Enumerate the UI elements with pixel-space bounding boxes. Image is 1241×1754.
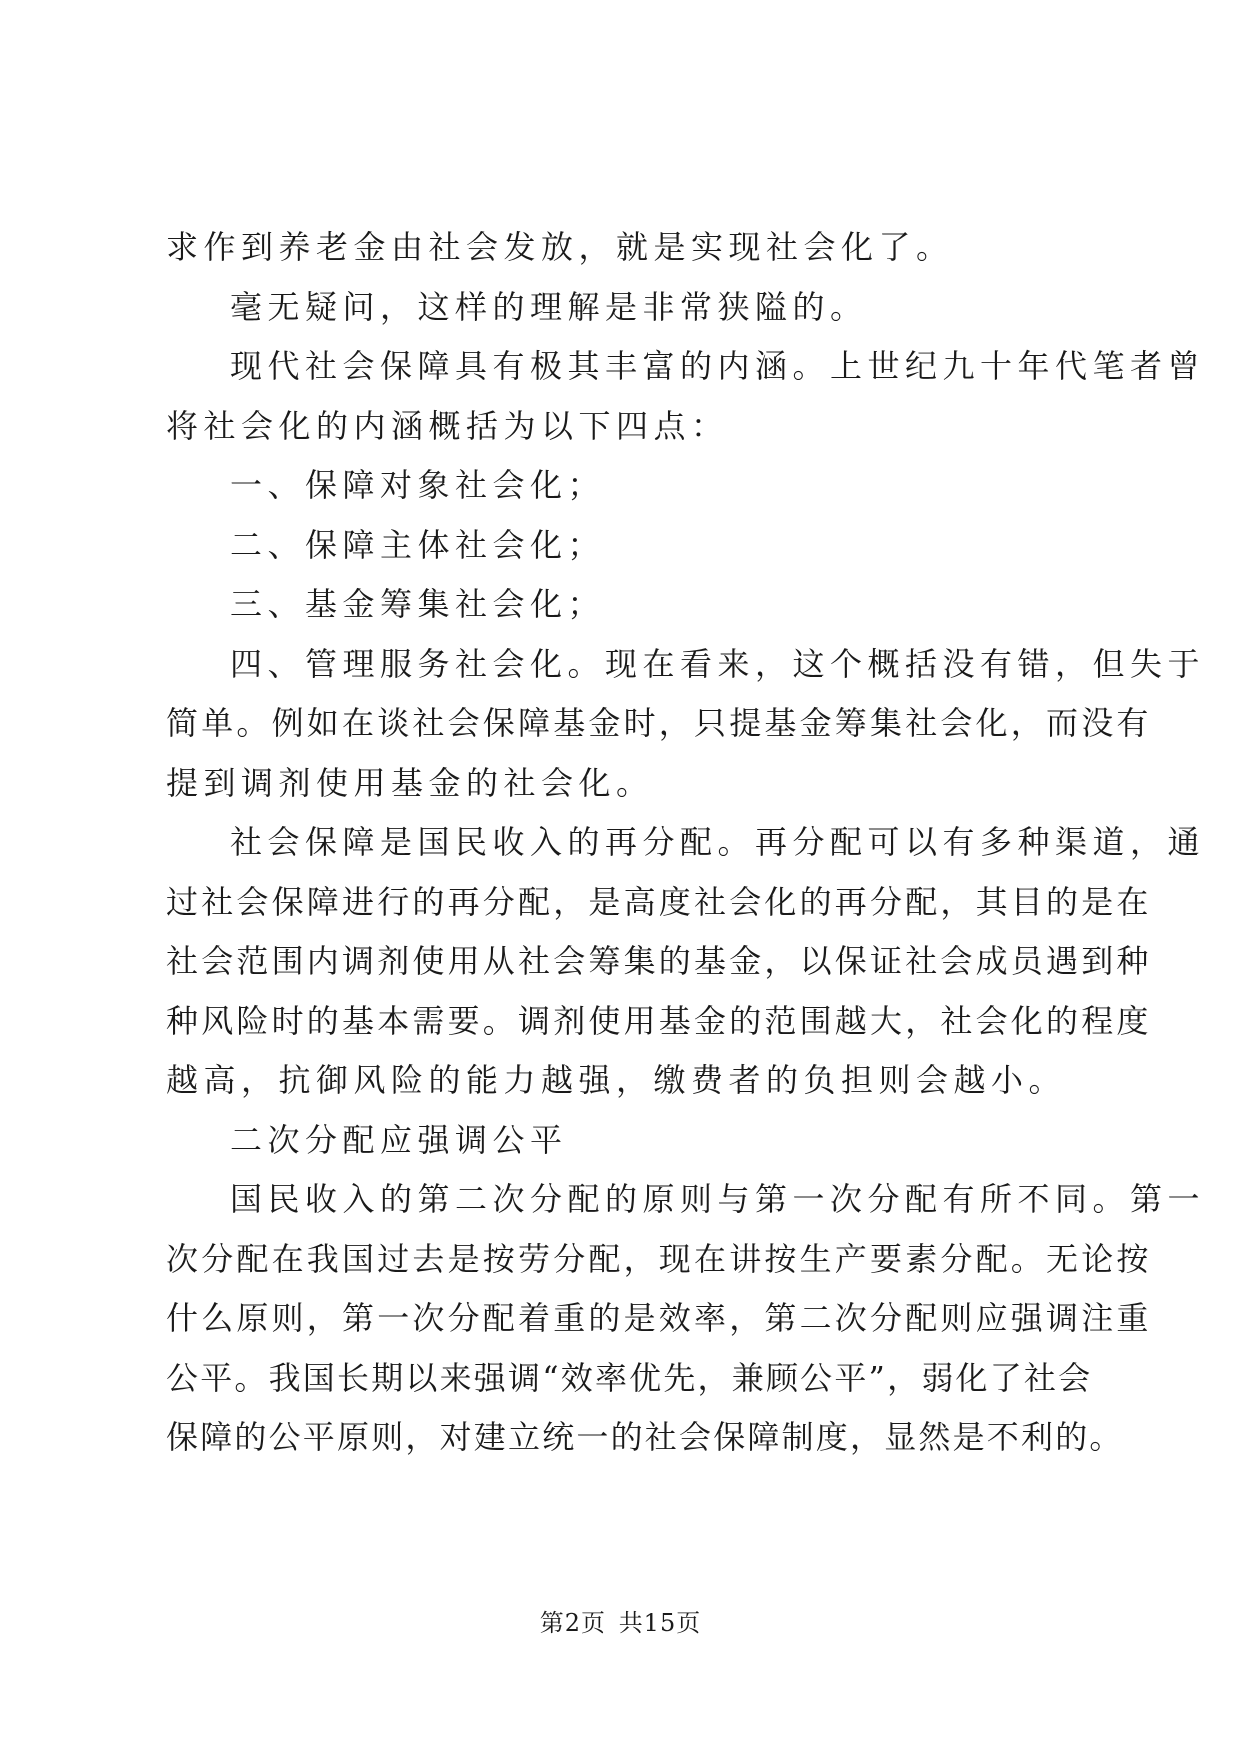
body-line: 保障的公平原则，对建立统一的社会保障制度，显然是不利的。 — [166, 1418, 1124, 1456]
page-footer — [0, 1608, 1241, 1638]
list-item: 三、基金筹集社会化； — [230, 585, 606, 623]
document-body — [166, 218, 1206, 1468]
list-item: 二、保障主体社会化； — [230, 525, 606, 564]
body-line: 社会保障是国民收入的再分配。再分配可以有多种渠道，通 — [230, 823, 1206, 861]
body-line: 公平。我国长期以来强调“效率优先，兼顾公平”，弱化了社会 — [166, 1358, 1093, 1397]
page-number: 第2页 — [539, 1609, 607, 1637]
body-line: 毫无疑问，这样的理解是非常狭隘的。 — [230, 287, 868, 326]
body-line: 国民收入的第二次分配的原则与第一次分配有所不同。第一 — [230, 1180, 1206, 1218]
body-line: 种风险时的基本需要。调剂使用基金的范围越大，社会化的程度 — [166, 1001, 1152, 1040]
page-total: 共15页 — [618, 1609, 702, 1637]
body-line: 求作到养老金由社会发放，就是实现社会化了。 — [166, 228, 954, 266]
body-line: 将社会化的内涵概括为以下四点： — [166, 406, 729, 445]
body-line: 现代社会保障具有极其丰富的内涵。上世纪九十年代笔者曾 — [230, 347, 1206, 385]
body-line: 提到调剂使用基金的社会化。 — [166, 763, 654, 802]
list-item: 一、保障对象社会化； — [230, 466, 606, 504]
body-line: 过社会保障进行的再分配，是高度社会化的再分配，其目的是在 — [166, 882, 1152, 921]
body-line: 社会范围内调剂使用从社会筹集的基金，以保证社会成员遇到种 — [166, 942, 1152, 980]
body-line: 简单。例如在谈社会保障基金时，只提基金筹集社会化，而没有 — [166, 704, 1152, 742]
list-item: 四、管理服务社会化。现在看来，这个概括没有错，但失于 — [230, 644, 1206, 683]
section-heading: 二次分配应强调公平 — [230, 1120, 568, 1159]
body-line: 越高，抗御风险的能力越强，缴费者的负担则会越小。 — [166, 1061, 1067, 1099]
body-line: 什么原则，第一次分配着重的是效率，第二次分配则应强调注重 — [166, 1299, 1152, 1337]
body-line: 次分配在我国过去是按劳分配，现在讲按生产要素分配。无论按 — [166, 1239, 1152, 1278]
